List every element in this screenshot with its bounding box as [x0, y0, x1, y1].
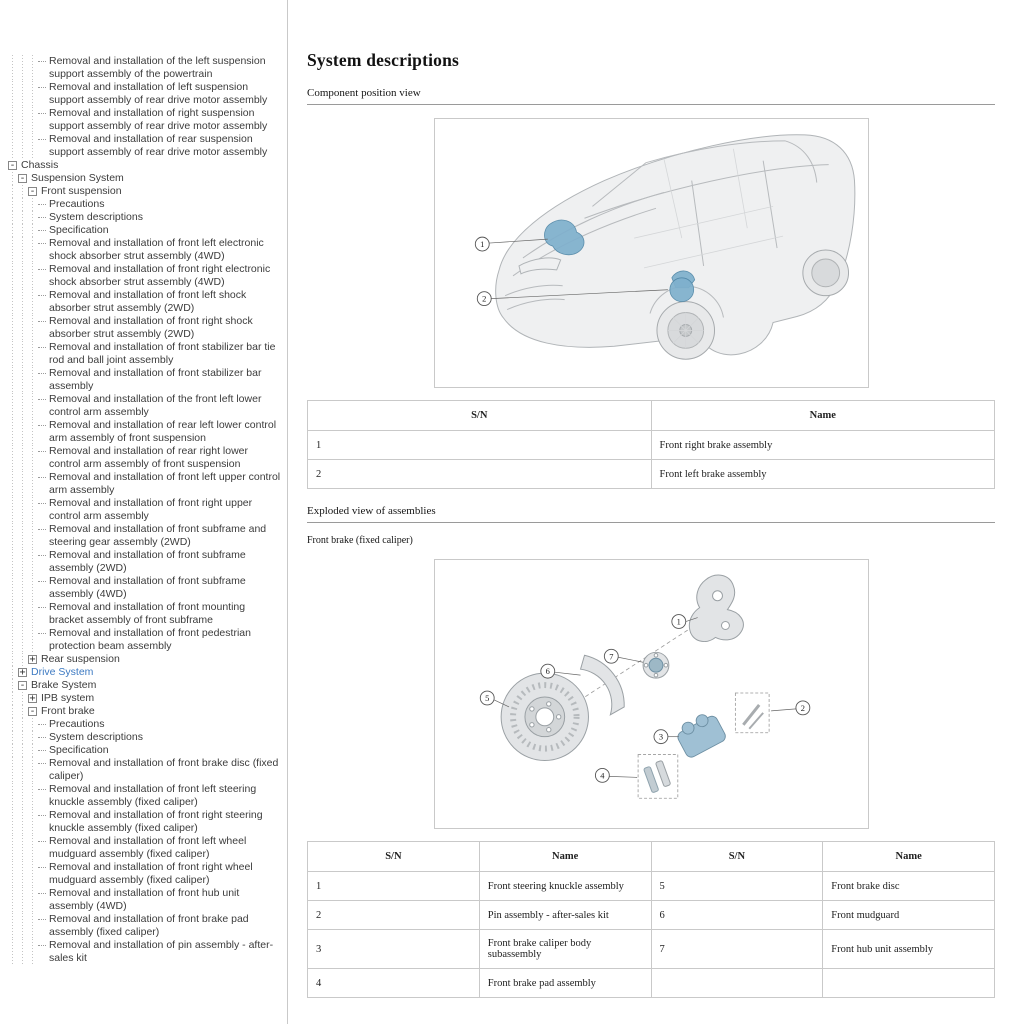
table-cell: Front brake pad assembly [479, 969, 651, 998]
tree-connector [38, 373, 46, 374]
table-cell: Front hub unit assembly [823, 930, 995, 969]
tree-connector [38, 399, 46, 400]
tree-item-label: Removal and installation of the left suspension support assembly of the powertrain [49, 55, 266, 80]
tree-item-label: Front suspension [41, 185, 122, 197]
tree-connector [38, 581, 46, 582]
collapse-icon[interactable]: - [29, 186, 36, 197]
table-row [308, 460, 995, 489]
svg-text:2: 2 [800, 702, 805, 713]
tree-item-label: Removal and installation of front mounting bracket assembly of front subframe [49, 601, 246, 626]
tree-connector [38, 295, 46, 296]
tree-item-label: Removal and installation of front right shock absorber strut assembly (2WD) [49, 315, 253, 340]
tree-connector [38, 230, 46, 231]
section-component-position-view: Component position view [307, 87, 995, 105]
collapse-icon[interactable]: - [19, 680, 26, 691]
tree-item-label: Removal and installation of front brake disc (fixed caliper) [49, 757, 279, 782]
tree-item-label: Precautions [49, 718, 105, 730]
table-header-row [308, 842, 995, 872]
tree-item[interactable] [0, 185, 287, 198]
tree-connector [38, 555, 46, 556]
tree-connector [38, 451, 46, 452]
svg-text:7: 7 [608, 651, 613, 662]
table-cell: Front left brake assembly [651, 460, 995, 489]
tree-item[interactable] [0, 835, 287, 861]
tree-connector [38, 113, 46, 114]
tree-item-label: Removal and installation of front left upper control arm assembly [49, 471, 281, 496]
tree-item-label: Removal and installation of front right electronic shock absorber strut assembly (4WD) [49, 263, 271, 288]
tree-item[interactable] [0, 913, 287, 939]
front-brake-exploded-illustration [435, 560, 868, 828]
tree-item-label: Precautions [49, 198, 105, 210]
tree-item-label: Specification [49, 744, 109, 756]
front-brake-disc [501, 673, 588, 760]
svg-text:2: 2 [481, 293, 486, 304]
table-cell: Front right brake assembly [651, 431, 995, 460]
tree-connector [38, 477, 46, 478]
table-cell: Front brake caliper body subassembly [479, 930, 651, 969]
tree-item[interactable] [0, 705, 287, 718]
table-header-cell: Name [823, 842, 995, 872]
tree-item[interactable] [0, 744, 287, 757]
tree-item-label: Removal and installation of front subframe assembly (4WD) [49, 575, 246, 600]
tree-item-label: Removal and installation of front stabilizer bar tie rod and ball joint assembly [49, 341, 276, 366]
svg-text:1: 1 [479, 239, 484, 250]
front-hub-unit [643, 652, 669, 678]
exploded-view-caption: Front brake (fixed caliper) [307, 535, 413, 546]
tree-connector [38, 139, 46, 140]
tree-item-label: Removal and installation of front left shock absorber strut assembly (2WD) [49, 289, 247, 314]
tree-item[interactable] [0, 315, 287, 341]
svg-text:1: 1 [676, 616, 681, 627]
table-cell: 7 [651, 930, 823, 969]
tree-item[interactable] [0, 549, 287, 575]
tree-item-label: Removal and installation of front hub unit assembly (4WD) [49, 887, 240, 912]
tree-item-label: Rear suspension [41, 653, 120, 665]
callout-3 [653, 730, 678, 744]
tree-item[interactable] [0, 718, 287, 731]
tree-item-label: Removal and installation of front pedestrian protection beam assembly [49, 627, 251, 652]
tree-connector [38, 815, 46, 816]
pin-assembly-kit [735, 693, 769, 733]
tree-item-label: Removal and installation of right suspension support assembly of rear drive motor assembly [49, 107, 268, 132]
section-exploded-view: Exploded view of assemblies [307, 505, 995, 523]
table-cell [651, 969, 823, 998]
tree-connector [38, 269, 46, 270]
tree-connector [38, 945, 46, 946]
tree-item-label: Specification [49, 224, 109, 236]
tree-connector [38, 633, 46, 634]
tree-item[interactable] [0, 523, 287, 549]
tree-item-label: Removal and installation of front right wheel mudguard assembly (fixed caliper) [49, 861, 253, 886]
tree-item[interactable] [0, 575, 287, 601]
tree-item[interactable] [0, 81, 287, 107]
table-row [308, 431, 995, 460]
exploded-view-figure [434, 559, 869, 829]
tree-item[interactable] [0, 497, 287, 523]
table-cell: 1 [308, 431, 652, 460]
svg-text:4: 4 [599, 770, 604, 781]
front-left-brake-assembly-highlight [669, 271, 694, 302]
table-cell: 1 [308, 872, 480, 901]
tree-item-label: Brake System [31, 679, 97, 691]
tree-item[interactable] [0, 263, 287, 289]
tree-item-label: Chassis [21, 159, 59, 171]
tree-connector [38, 347, 46, 348]
table-row [308, 930, 995, 969]
tree-item-label: Removal and installation of front subframe assembly (2WD) [49, 549, 246, 574]
tree-item[interactable] [0, 731, 287, 744]
navigation-tree[interactable] [0, 0, 287, 1024]
tree-item-label: Removal and installation of front left electronic shock absorber strut assembly (4WD) [49, 237, 264, 262]
table-header-cell: S/N [308, 842, 480, 872]
tree-connector [38, 724, 46, 725]
tree-item[interactable] [0, 133, 287, 159]
tree-connector [38, 841, 46, 842]
table-cell: Front mudguard [823, 901, 995, 930]
table-cell: Pin assembly - after-sales kit [479, 901, 651, 930]
tree-item[interactable] [0, 198, 287, 211]
tree-item[interactable] [0, 861, 287, 887]
expand-icon[interactable]: + [29, 654, 36, 665]
tree-item[interactable] [0, 55, 287, 81]
tree-item[interactable] [0, 692, 287, 705]
tree-item[interactable] [0, 627, 287, 653]
tree-item[interactable] [0, 211, 287, 224]
tree-connector [38, 893, 46, 894]
tree-item[interactable] [0, 601, 287, 627]
component-position-table [307, 400, 995, 489]
tree-connector [38, 217, 46, 218]
tree-item[interactable] [0, 107, 287, 133]
tree-item-label: Removal and installation of front stabilizer bar assembly [49, 367, 262, 392]
tree-item-label: System descriptions [49, 211, 143, 223]
tree-item-label: System descriptions [49, 731, 143, 743]
tree-item-label: Removal and installation of rear suspension support assembly of rear drive motor assembly [49, 133, 268, 158]
front-brake-pads [638, 755, 678, 799]
table-header-cell: Name [651, 401, 995, 431]
tree-item-label: Suspension System [31, 172, 124, 184]
svg-text:5: 5 [484, 692, 489, 703]
tree-item[interactable] [0, 471, 287, 497]
table-cell: Front steering knuckle assembly [479, 872, 651, 901]
tree-connector [38, 529, 46, 530]
table-cell: 3 [308, 930, 480, 969]
expand-icon[interactable]: + [29, 693, 36, 704]
tree-item-label: Removal and installation of front right upper control arm assembly [49, 497, 253, 522]
tree-connector [38, 763, 46, 764]
tree-connector [38, 61, 46, 62]
tree-item[interactable] [0, 939, 287, 965]
table-cell: 6 [651, 901, 823, 930]
tree-item[interactable] [0, 666, 287, 679]
tree-item-label: IPB system [41, 692, 95, 704]
svg-text:3: 3 [658, 731, 663, 742]
tree-item-label: Drive System [31, 666, 94, 678]
tree-connector [38, 503, 46, 504]
tree-item-label: Front brake [41, 705, 95, 717]
tree-item[interactable] [0, 653, 287, 666]
collapse-icon[interactable]: - [9, 160, 16, 171]
table-cell: 2 [308, 901, 480, 930]
tree-item-label: Removal and installation of pin assembly - after-sales kit [49, 939, 274, 964]
tree-item-label: Removal and installation of rear right lower control arm assembly of front suspension [49, 445, 249, 470]
tree-item[interactable] [0, 159, 287, 172]
tree-connector [38, 425, 46, 426]
tree-connector [38, 87, 46, 88]
tree-item[interactable] [0, 809, 287, 835]
callout-7 [604, 649, 643, 663]
svg-text:6: 6 [545, 666, 550, 677]
tree-connector [38, 204, 46, 205]
expand-icon[interactable]: + [19, 667, 26, 678]
tree-item-label: Removal and installation of front brake pad assembly (fixed caliper) [49, 913, 249, 938]
collapse-icon[interactable]: - [19, 173, 26, 184]
tree-item[interactable] [0, 172, 287, 185]
page-title: System descriptions [307, 50, 460, 70]
tree-item[interactable] [0, 679, 287, 692]
table-cell: 2 [308, 460, 652, 489]
tree-item[interactable] [0, 783, 287, 809]
tree-item[interactable] [0, 419, 287, 445]
tree-item-label: Removal and installation of rear left lower control arm assembly of front suspension [49, 419, 277, 444]
tree-connector [38, 867, 46, 868]
tree-item[interactable] [0, 224, 287, 237]
tree-connector [38, 737, 46, 738]
tree-item[interactable] [0, 757, 287, 783]
table-cell [823, 969, 995, 998]
tree-item[interactable] [0, 367, 287, 393]
front-steering-knuckle [689, 575, 743, 641]
exploded-view-table [307, 841, 995, 998]
tree-item-label: Removal and installation of left suspension support assembly of rear drive motor assembly [49, 81, 268, 106]
table-header-cell: Name [479, 842, 651, 872]
table-row [308, 872, 995, 901]
table-header-cell: S/N [651, 842, 823, 872]
tree-item[interactable] [0, 341, 287, 367]
tree-item-label: Removal and installation of front left wheel mudguard assembly (fixed caliper) [49, 835, 247, 860]
tree-connector [38, 750, 46, 751]
table-row [308, 901, 995, 930]
collapse-icon[interactable]: - [29, 706, 36, 717]
tree-item-label: Removal and installation of front subframe and steering gear assembly (2WD) [49, 523, 267, 548]
callout-2 [771, 701, 810, 715]
tree-connector [38, 919, 46, 920]
callout-4 [595, 768, 637, 782]
tree-connector [38, 607, 46, 608]
tree-connector [38, 243, 46, 244]
table-cell: Front brake disc [823, 872, 995, 901]
document-pane[interactable] [288, 0, 1024, 1024]
tree-item-label: Removal and installation of front left steering knuckle assembly (fixed caliper) [49, 783, 257, 808]
tree-item[interactable] [0, 237, 287, 263]
tree-item[interactable] [0, 289, 287, 315]
table-row [308, 969, 995, 998]
table-header-cell: S/N [308, 401, 652, 431]
tree-item-label: Removal and installation of the front left lower control arm assembly [49, 393, 262, 418]
tree-item-label: Removal and installation of front right steering knuckle assembly (fixed caliper) [49, 809, 263, 834]
front-brake-caliper-body [673, 709, 727, 759]
tree-connector [38, 789, 46, 790]
table-header-row [308, 401, 995, 431]
tree-item[interactable] [0, 445, 287, 471]
tree-item[interactable] [0, 393, 287, 419]
tree-item[interactable] [0, 887, 287, 913]
tree-connector [38, 321, 46, 322]
table-cell: 4 [308, 969, 480, 998]
car-illustration [435, 119, 868, 387]
component-position-figure [434, 118, 869, 388]
table-cell: 5 [651, 872, 823, 901]
